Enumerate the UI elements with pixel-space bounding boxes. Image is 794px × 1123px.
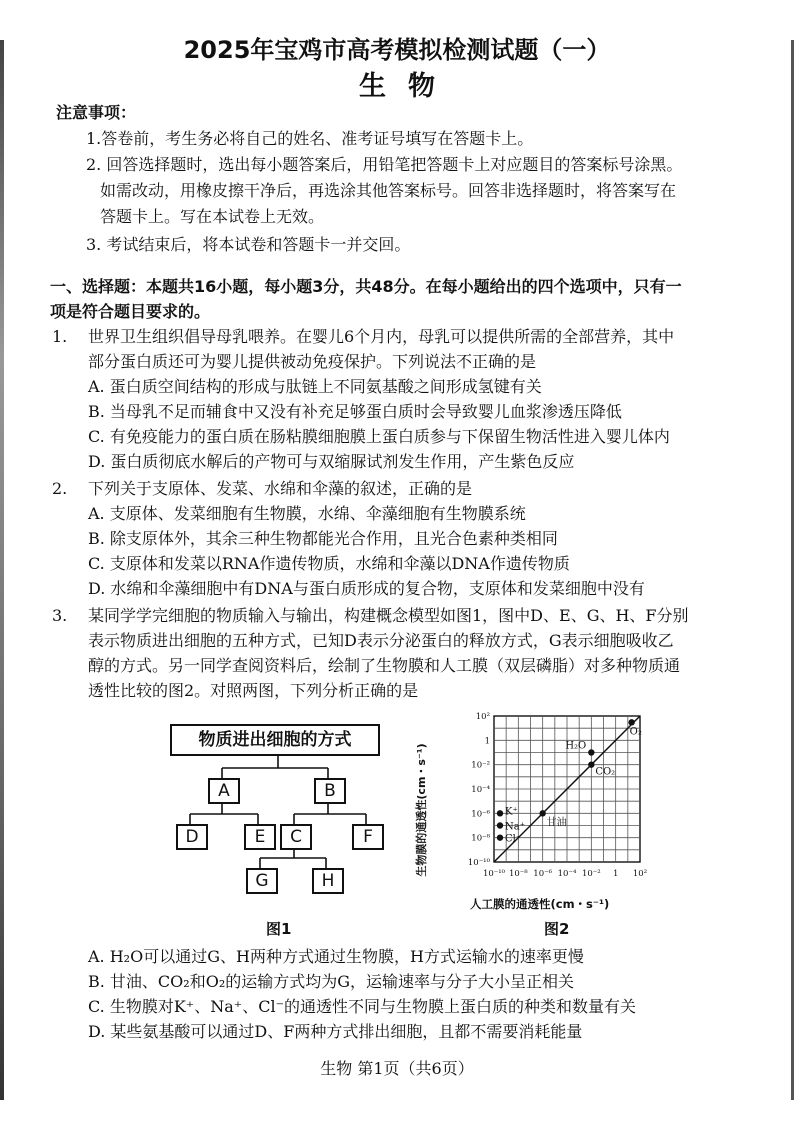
question-stem: 部分蛋白质还可为婴儿提供被动免疫保护。下列说法不正确的是 (88, 352, 537, 371)
x-tick-label: 10⁻¹⁰ (482, 869, 506, 879)
question-stem: 表示物质进出细胞的五种方式，已知D表示分泌蛋白的释放方式，G表示细胞吸收乙 (88, 631, 674, 650)
note-item: 答题卡上。写在本试卷上无效。 (100, 207, 325, 226)
data-point (539, 810, 545, 816)
figure-2-chart (415, 706, 660, 916)
data-point (588, 761, 594, 767)
y-tick-label: 10² (475, 712, 490, 722)
data-point (497, 810, 503, 816)
node-b: B (314, 778, 346, 804)
exam-title: 2025年宝鸡市高考模拟检测试题（一） (183, 36, 611, 64)
figure-2-caption: 图2 (544, 920, 570, 938)
question-stem: 透性比较的图2。对照两图，下列分析正确的是 (88, 681, 419, 700)
option-d: D. 水绵和伞藻细胞中有DNA与蛋白质形成的复合物，支原体和发菜细胞中没有 (88, 579, 645, 598)
notes-heading: 注意事项： (56, 103, 137, 122)
x-axis-label: 人工膜的通透性(cm・s⁻¹) (470, 897, 610, 911)
x-tick-label: 10⁻⁶ (533, 869, 553, 879)
option-a: A. H₂O可以通过G、H两种方式通过生物膜，H方式运输水的速率更慢 (88, 947, 584, 966)
node-f: F (352, 824, 384, 850)
y-tick-label: 10⁻⁴ (471, 785, 490, 795)
figure-1-title: 物质进出细胞的方式 (170, 724, 380, 756)
note-item: 3. 考试结束后，将本试卷和答题卡一并交回。 (86, 235, 411, 254)
option-b: B. 除支原体外，其余三种生物都能光合作用，且光合色素种类相同 (88, 529, 558, 548)
node-h: H (312, 868, 344, 894)
y-tick-label: 10⁻¹⁰ (467, 858, 490, 868)
point-label: CO₂ (595, 766, 616, 778)
option-a: A. 蛋白质空间结构的形成与肽链上不同氨基酸之间形成氢键有关 (88, 377, 542, 396)
x-tick-label: 1 (612, 869, 619, 879)
option-d: D. 蛋白质彻底水解后的产物可与双缩脲试剂发生作用，产生紫色反应 (88, 452, 575, 471)
question-stem: 世界卫生组织倡导母乳喂养。在婴儿6个月内，母乳可以提供所需的全部营养，其中 (88, 327, 675, 346)
question-stem: 下列关于支原体、发菜、水绵和伞藻的叙述，正确的是 (88, 479, 473, 498)
figure-1-caption: 图1 (266, 920, 292, 938)
node-d: D (176, 824, 208, 850)
option-b: B. 甘油、CO₂和O₂的运输方式均为G，运输速率与分子大小呈正相关 (88, 972, 575, 991)
y-axis-label: 生物膜的通透性(cm・s⁻¹) (415, 743, 428, 877)
permeability-chart (430, 706, 660, 916)
note-item: 2. 回答选择题时，选出每小题答案后，用铅笔把答题卡上对应题目的答案标号涂黑。 (86, 155, 683, 174)
question-number: 2. (52, 479, 68, 498)
x-tick-label: 10⁻⁴ (557, 869, 577, 879)
option-a: A. 支原体、发菜细胞有生物膜，水绵、伞藻细胞有生物膜系统 (88, 504, 526, 523)
question-stem: 某同学学完细胞的物质输入与输出，构建概念模型如图1，图中D、E、G、H、F分别 (88, 606, 689, 625)
note-item: 如需改动，用橡皮擦干净后，再选涂其他答案标号。回答非选择题时，将答案写在 (100, 181, 677, 200)
page-footer: 生物 第1页（共6页） (320, 1059, 474, 1078)
point-label: Cl⁻ (505, 833, 522, 845)
question-stem: 醇的方式。另一同学查阅资料后，绘制了生物膜和人工膜（双层磷脂）对多种物质通 (88, 656, 681, 675)
option-c: C. 生物膜对K⁺、Na⁺、Cl⁻的通透性不同与生物膜上蛋白质的种类和数量有关 (88, 997, 637, 1016)
option-c: C. 有免疫能力的蛋白质在肠粘膜细胞膜上蛋白质参与下保留生物活性进入婴儿体内 (88, 427, 670, 446)
x-tick-label: 10⁻⁸ (508, 869, 528, 879)
node-e: E (244, 824, 276, 850)
figure-1-concept-model (168, 720, 400, 900)
option-d: D. 某些氨基酸可以通过D、F两种方式排出细胞，且都不需要消耗能量 (88, 1022, 583, 1041)
data-point (497, 834, 503, 840)
node-g: G (246, 868, 278, 894)
y-tick-label: 1 (484, 736, 490, 747)
section-heading-cont: 项是符合题目要求的。 (50, 302, 211, 321)
y-tick-label: 10⁻⁸ (471, 833, 490, 844)
y-tick-label: 10⁻² (471, 760, 490, 771)
node-c: C (280, 824, 312, 850)
option-c: C. 支原体和发菜以RNA作遗传物质，水绵和伞藻以DNA作遗传物质 (88, 554, 570, 573)
option-b: B. 当母乳不足而辅食中又没有补充足够蛋白质时会导致婴儿血浆渗透压降低 (88, 402, 622, 421)
scan-edge-left (0, 40, 4, 1100)
node-a: A (208, 778, 240, 804)
y-tick-label: 10⁻⁶ (471, 809, 490, 820)
point-label: Na⁺ (505, 821, 525, 833)
data-point (628, 719, 634, 725)
point-label: K⁺ (505, 806, 518, 818)
x-tick-label: 10² (632, 869, 648, 879)
data-point (588, 749, 594, 755)
point-label: H₂O (565, 740, 587, 752)
point-label: O₂ (629, 726, 642, 738)
section-heading: 一、选择题：本题共16小题，每小题3分，共48分。在每小题给出的四个选项中，只有一 (50, 277, 682, 296)
question-number: 1. (52, 327, 68, 346)
point-label: 甘油 (546, 817, 567, 829)
question-number: 3. (52, 606, 68, 625)
subject-title: 生物 (359, 71, 457, 102)
data-point (497, 822, 503, 828)
note-item: 1.答卷前，考生务必将自己的姓名、准考证号填写在答题卡上。 (86, 129, 534, 148)
x-tick-label: 10⁻² (581, 869, 601, 879)
